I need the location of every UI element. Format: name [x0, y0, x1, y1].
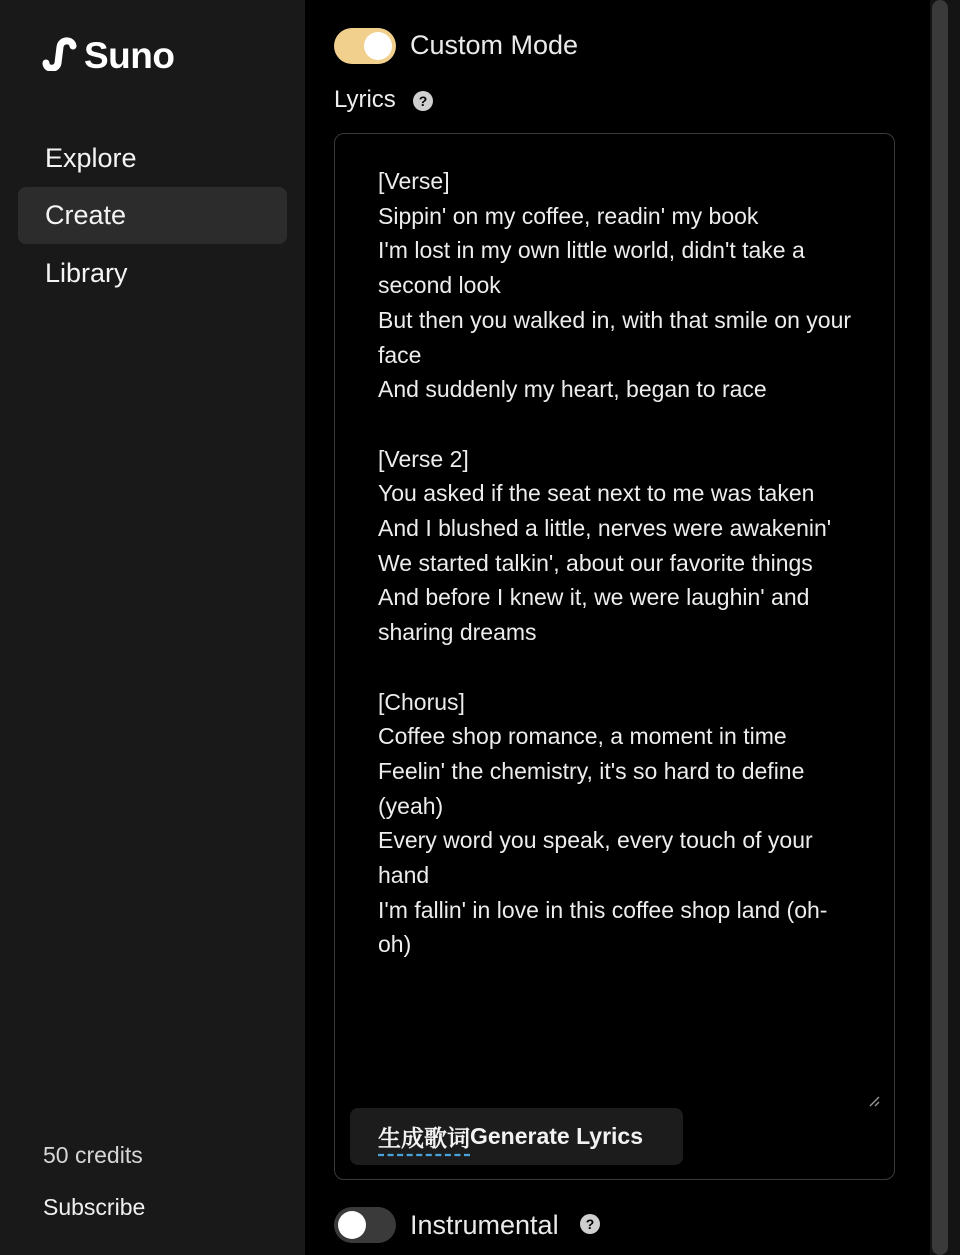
brand-name: Suno — [84, 35, 175, 76]
sidebar-item-label: Create — [45, 200, 127, 230]
sidebar-item-library[interactable] — [18, 245, 287, 302]
custom-mode-toggle[interactable] — [334, 28, 396, 64]
toggle-knob — [364, 32, 392, 60]
generate-lyrics-en-label: Generate Lyrics — [470, 1123, 644, 1149]
scrollbar-thumb[interactable] — [932, 0, 948, 1255]
lyrics-help-icon[interactable]: ? — [413, 91, 433, 111]
suno-logo[interactable] — [42, 34, 174, 78]
sidebar — [0, 0, 305, 1255]
credits-count: 50 credits — [43, 1142, 143, 1168]
lyrics-text[interactable]: [Verse] Sippin' on my coffee, readin' my book I'm lost in my own little world, didn't take a second look But then you walked in, with that smile on your face And suddenly my heart, began to race [Verse 2] You asked if the seat next to me was taken And I blushed a little, nerves were awakenin' We started talkin', about our favorite things And before I knew it, we were laughin' and sharing dreams [Chorus] Coffee shop romance, a moment in time Feelin' the chemistry, it's so hard to define (yeah) Every word you speak, every touch of your hand I'm fallin' in love in this coffee shop land (oh-oh) — [378, 168, 852, 958]
custom-mode-label: Custom Mode — [410, 30, 579, 60]
sidebar-item-create[interactable] — [18, 187, 287, 244]
sidebar-item-explore[interactable] — [18, 130, 287, 187]
toggle-knob — [338, 1211, 366, 1239]
create-panel — [305, 0, 930, 1255]
instrumental-help-icon[interactable]: ? — [580, 1214, 600, 1234]
lyrics-label: Lyrics — [334, 86, 396, 113]
sidebar-item-label: Library — [45, 258, 128, 288]
instrumental-label: Instrumental — [410, 1210, 559, 1240]
sidebar-item-label: Explore — [45, 143, 137, 173]
lyrics-textarea[interactable] — [334, 133, 895, 1180]
generate-lyrics-zh-label: 生成歌词 — [378, 1125, 470, 1151]
subscribe-link[interactable]: Subscribe — [43, 1194, 146, 1220]
resize-handle-icon[interactable] — [868, 1095, 880, 1107]
generate-lyrics-button[interactable] — [350, 1108, 683, 1165]
suno-logo-icon — [42, 37, 78, 76]
instrumental-toggle[interactable] — [334, 1207, 396, 1243]
